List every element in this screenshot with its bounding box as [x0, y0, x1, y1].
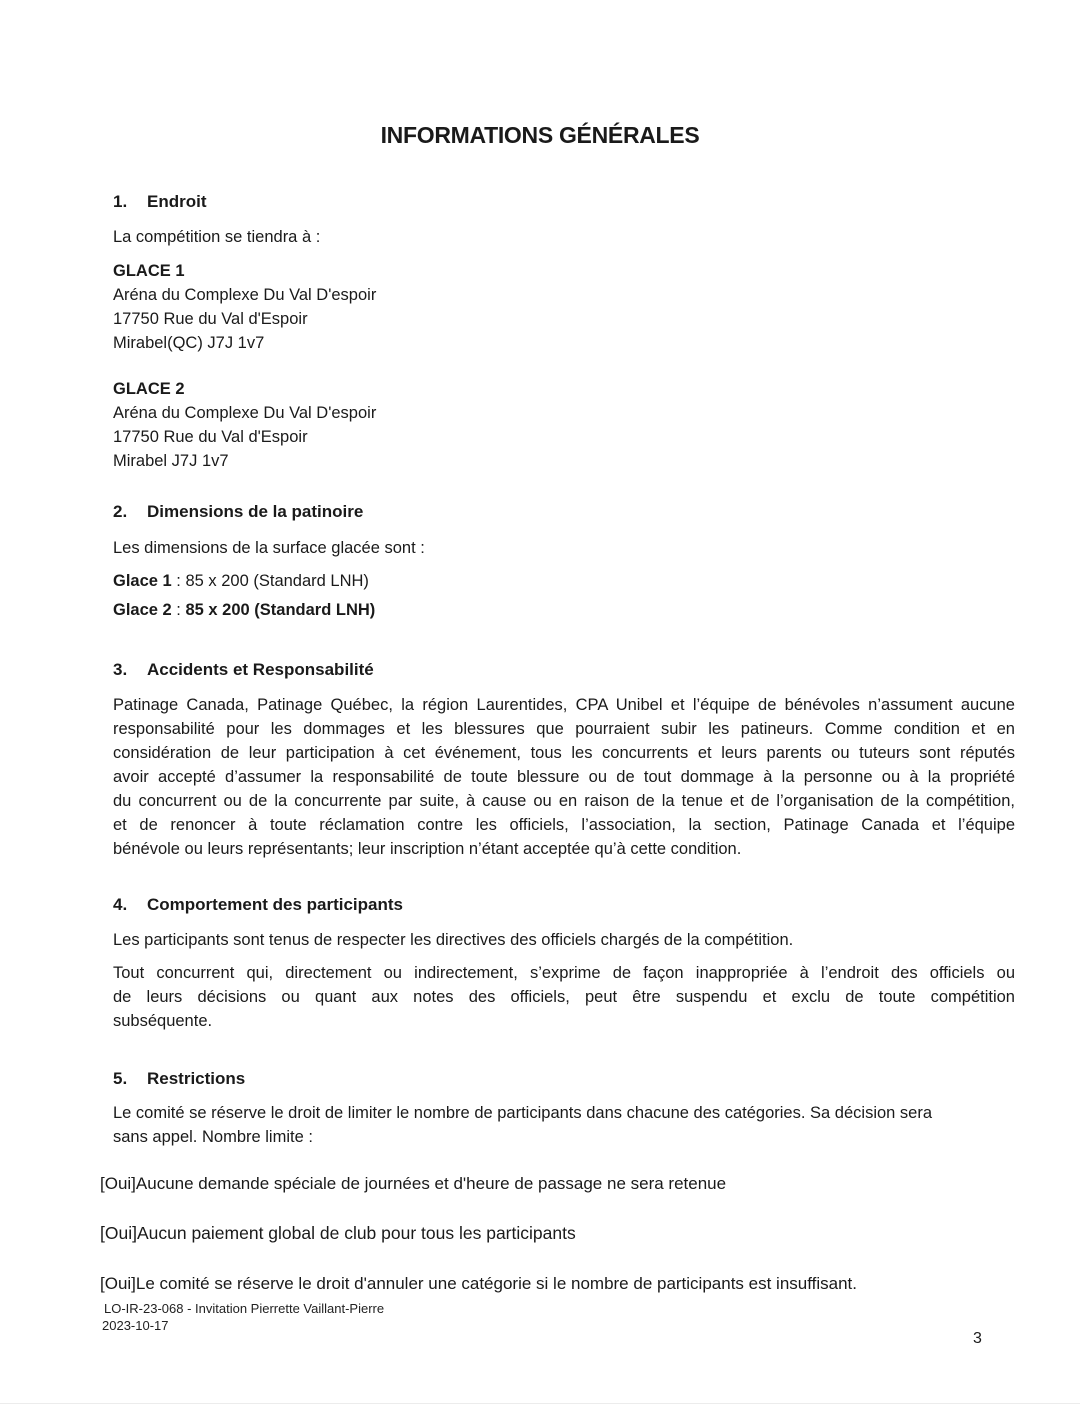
section-3-heading	[113, 660, 374, 680]
section-title: Accidents et Responsabilité	[147, 660, 374, 679]
paragraph-line: considération de leur participation à cet événement, tous les concurrents et leurs parents ou tuteurs sont réputés	[113, 744, 1015, 762]
footer-doc-ref: LO-IR-23-068 - Invitation Pierrette Vaillant-Pierre	[104, 1301, 385, 1316]
address-line: 17750 Rue du Val d'Espoir	[113, 428, 308, 446]
glace-1-dim-label: Glace 1	[113, 572, 172, 590]
paragraph-line: Patinage Canada, Patinage Québec, la région Laurentides, CPA Unibel et l’équipe de bénévoles n’assument aucune	[113, 696, 1015, 714]
section-4-paragraph-1: Les participants sont tenus de respecter les directives des officiels chargés de la compétition.	[113, 931, 794, 949]
glace-1-dim-value: : 85 x 200 (Standard LNH)	[171, 572, 369, 590]
paragraph-line: Tout concurrent qui, directement ou indirectement, s’exprime de façon inappropriée à l’endroit des officiels ou	[113, 964, 1015, 982]
section-title: Comportement des participants	[147, 895, 403, 914]
restriction-item-3: [Oui]Le comité se réserve le droit d'annuler une catégorie si le nombre de participants est insuffisant.	[100, 1274, 858, 1293]
glace-2-dim-value: 85 x 200 (Standard LNH)	[185, 601, 376, 619]
section-4-paragraph-2	[113, 961, 1015, 1033]
paragraph-line: Le comité se réserve le droit de limiter le nombre de participants dans chacune des catégories. Sa décision sera	[113, 1104, 933, 1122]
glace-2-dim-label: Glace 2	[113, 601, 172, 619]
section-5-paragraph	[113, 1101, 1013, 1149]
address-line: Aréna du Complexe Du Val D'espoir	[113, 404, 377, 422]
glace-2-label: GLACE 2	[113, 380, 185, 398]
restriction-item-1: [Oui]Aucune demande spéciale de journées et d'heure de passage ne sera retenue	[100, 1174, 727, 1193]
address-line: Mirabel J7J 1v7	[113, 452, 229, 470]
section-2-heading	[113, 502, 363, 522]
page-bottom-divider	[0, 1403, 1080, 1404]
section-3-paragraph	[113, 693, 1015, 861]
footer-date: 2023-10-17	[102, 1318, 169, 1333]
glace-1-label: GLACE 1	[113, 262, 185, 280]
paragraph-line: responsabilité pour les dommages et les blessures que pourraient subir les patineurs. Comme condition et en	[113, 720, 1015, 738]
section-1-intro: La compétition se tiendra à :	[113, 228, 321, 246]
paragraph-line: subséquente.	[113, 1012, 213, 1030]
section-5-heading	[113, 1069, 245, 1089]
glace-2-dimensions	[113, 598, 375, 622]
address-line: Mirabel(QC) J7J 1v7	[113, 334, 265, 352]
address-line: Aréna du Complexe Du Val D'espoir	[113, 286, 377, 304]
paragraph-line: bénévole ou leurs représentants; leur inscription n’étant acceptée qu’à cette condition.	[113, 840, 742, 858]
glace-2-address	[113, 377, 376, 473]
section-2-intro: Les dimensions de la surface glacée sont :	[113, 539, 425, 557]
page-title: INFORMATIONS GÉNÉRALES	[380, 122, 700, 148]
section-title: Endroit	[147, 192, 207, 211]
page-number: 3	[973, 1330, 982, 1347]
section-number: 2.	[113, 502, 128, 521]
glace-2-dim-sep: :	[171, 601, 186, 619]
address-line: 17750 Rue du Val d'Espoir	[113, 310, 308, 328]
restriction-item-2: [Oui]Aucun paiement global de club pour tous les participants	[100, 1223, 576, 1243]
glace-1-address	[113, 259, 376, 355]
section-number: 4.	[113, 895, 128, 914]
section-number: 1.	[113, 192, 128, 211]
section-number: 5.	[113, 1069, 128, 1088]
paragraph-line: sans appel. Nombre limite :	[113, 1128, 313, 1146]
paragraph-line: du concurrent ou de la concurrente par suite, à cause ou en raison de la tenue et de l’organisation de la compétition,	[113, 792, 1015, 810]
section-4-heading	[113, 895, 403, 915]
section-number: 3.	[113, 660, 128, 679]
section-title: Dimensions de la patinoire	[147, 502, 364, 521]
paragraph-line: et de renoncer à toute réclamation contre les officiels, l’association, la section, Patinage Canada et l’équipe	[113, 816, 1015, 834]
section-1-heading	[113, 192, 207, 212]
section-title: Restrictions	[147, 1069, 246, 1088]
glace-1-dimensions	[113, 569, 369, 593]
paragraph-line: de leurs décisions ou quant aux notes des officiels, peut être suspendu et exclu de toute compétition	[113, 988, 1015, 1006]
paragraph-line: avoir accepté d’assumer la responsabilité de toute blessure ou de tout dommage à la personne ou à la propriété	[113, 768, 1015, 786]
